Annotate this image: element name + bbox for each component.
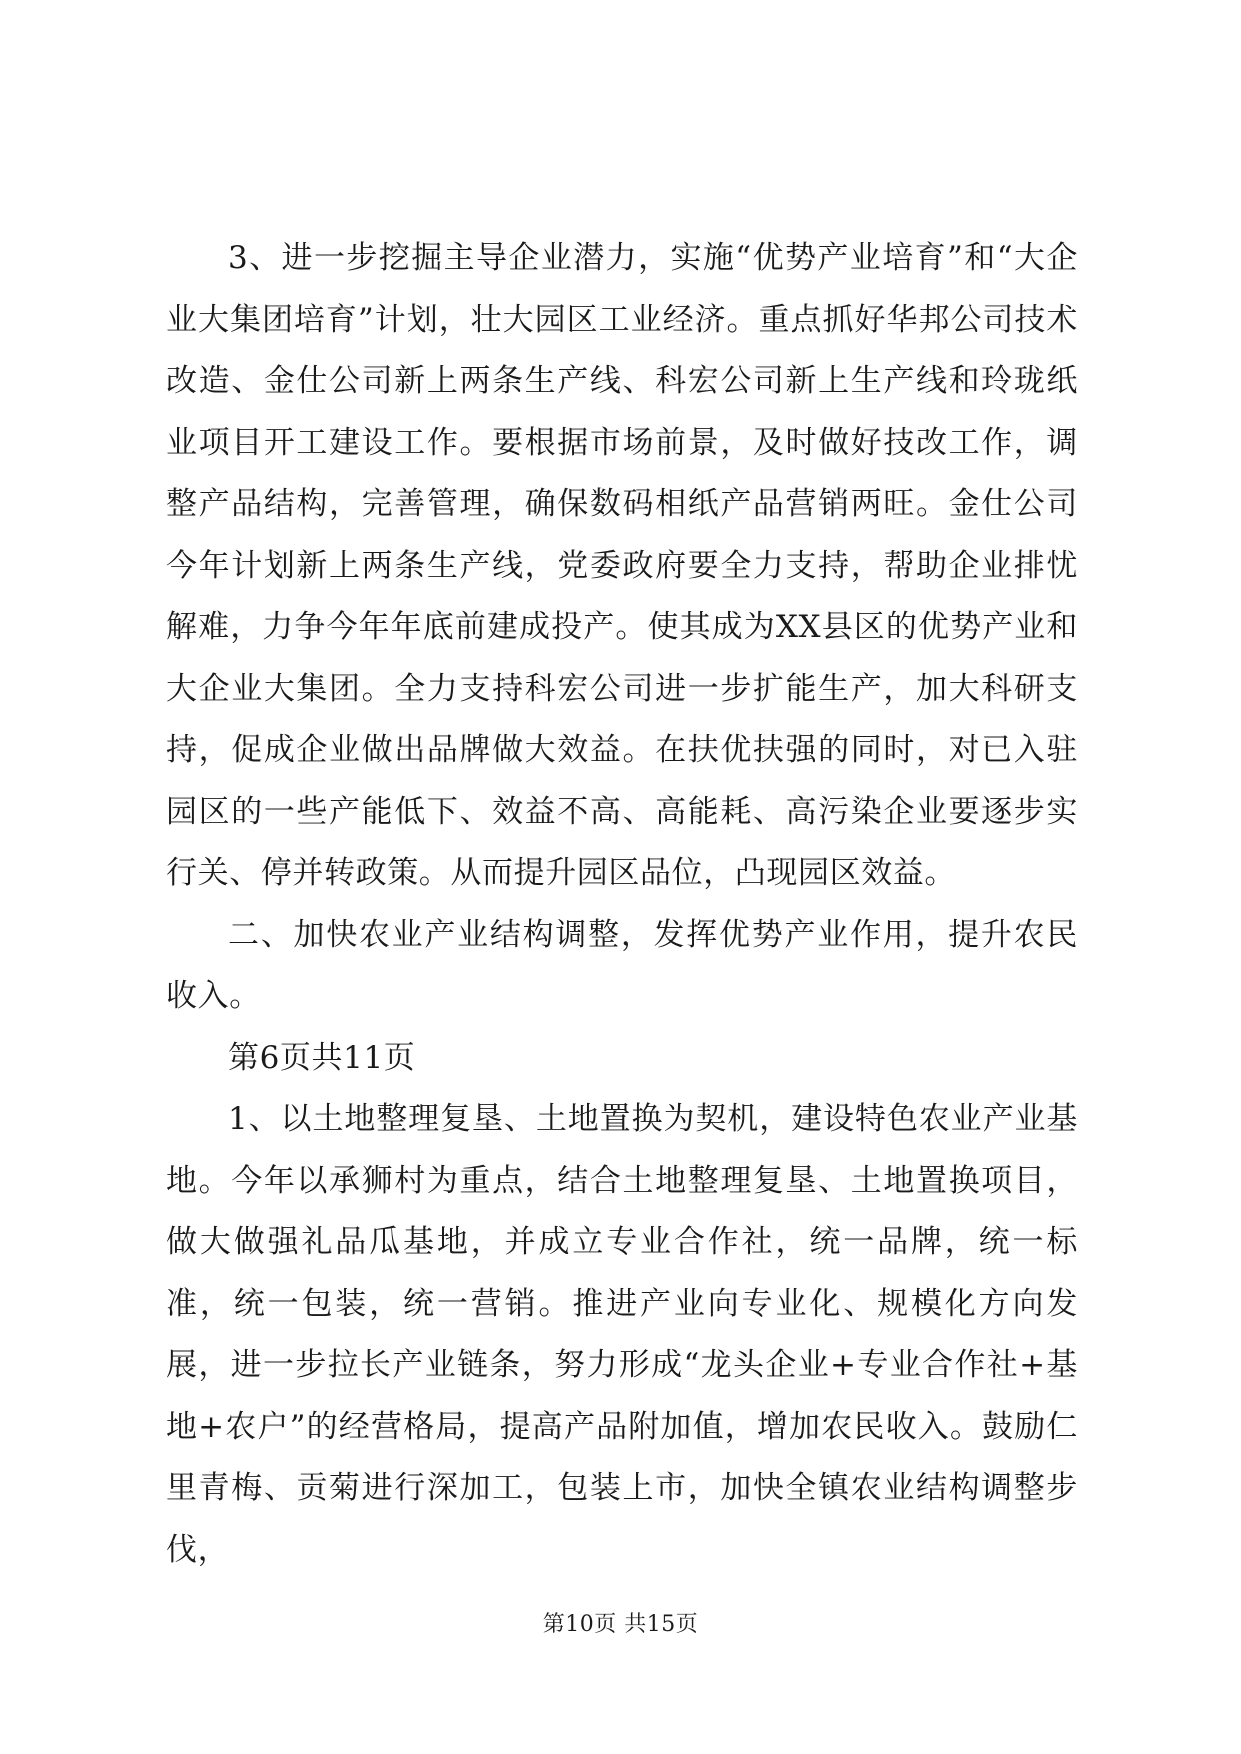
page-footer: 第10页 共15页 (542, 1612, 699, 1637)
inline-page-marker: 第6页共11页 (228, 1039, 416, 1076)
paragraph-industry-plan: 3、进一步挖掘主导企业潜力，实施“优势产业培育”和“大企业大集团培育”计划，壮大园区工业经济。重点抓好华邦公司技术改造、金仕公司新上两条生产线、科宏公司新上生产线和玲珑纸业项目开工建设工作。要根据市场前景，及时做好技改工作，调整产品结构，完善管理，确保数码相纸产品营销两旺。金仕公司今年计划新上两条生产线，党委政府要全力支持，帮助企业排忧解难，力争今年年底前建成投产。使其成为XX县区的优势产业和大企业大集团。全力支持科宏公司进一步扩能生产，加大科研支持，促成企业做出品牌做大效益。在扶优扶强的同时，对已入驻园区的一些产能低下、效益不高、高能耗、高污染企业要逐步实行关、停并转政策。从而提升园区品位，凸现园区效益。 (166, 240, 1078, 891)
paragraph-agriculture-base: 1、以土地整理复垦、土地置换为契机，建设特色农业产业基地。今年以承狮村为重点，结合土地整理复垦、土地置换项目，做大做强礼品瓜基地，并成立专业合作社，统一品牌，统一标准，统一包装，统一营销。推进产业向专业化、规模化方向发展，进一步拉长产业链条，努力形成“龙头企业+专业合作社+基地+农户”的经营格局，提高产品附加值，增加农民收入。鼓励仁里青梅、贡菊进行深加工，包装上市，加快全镇农业结构调整步伐， (166, 1101, 1078, 1568)
section-heading-agriculture: 二、加快农业产业结构调整，发挥优势产业作用，提升农民收入。 (166, 916, 1078, 1014)
document-body (166, 228, 1078, 1581)
